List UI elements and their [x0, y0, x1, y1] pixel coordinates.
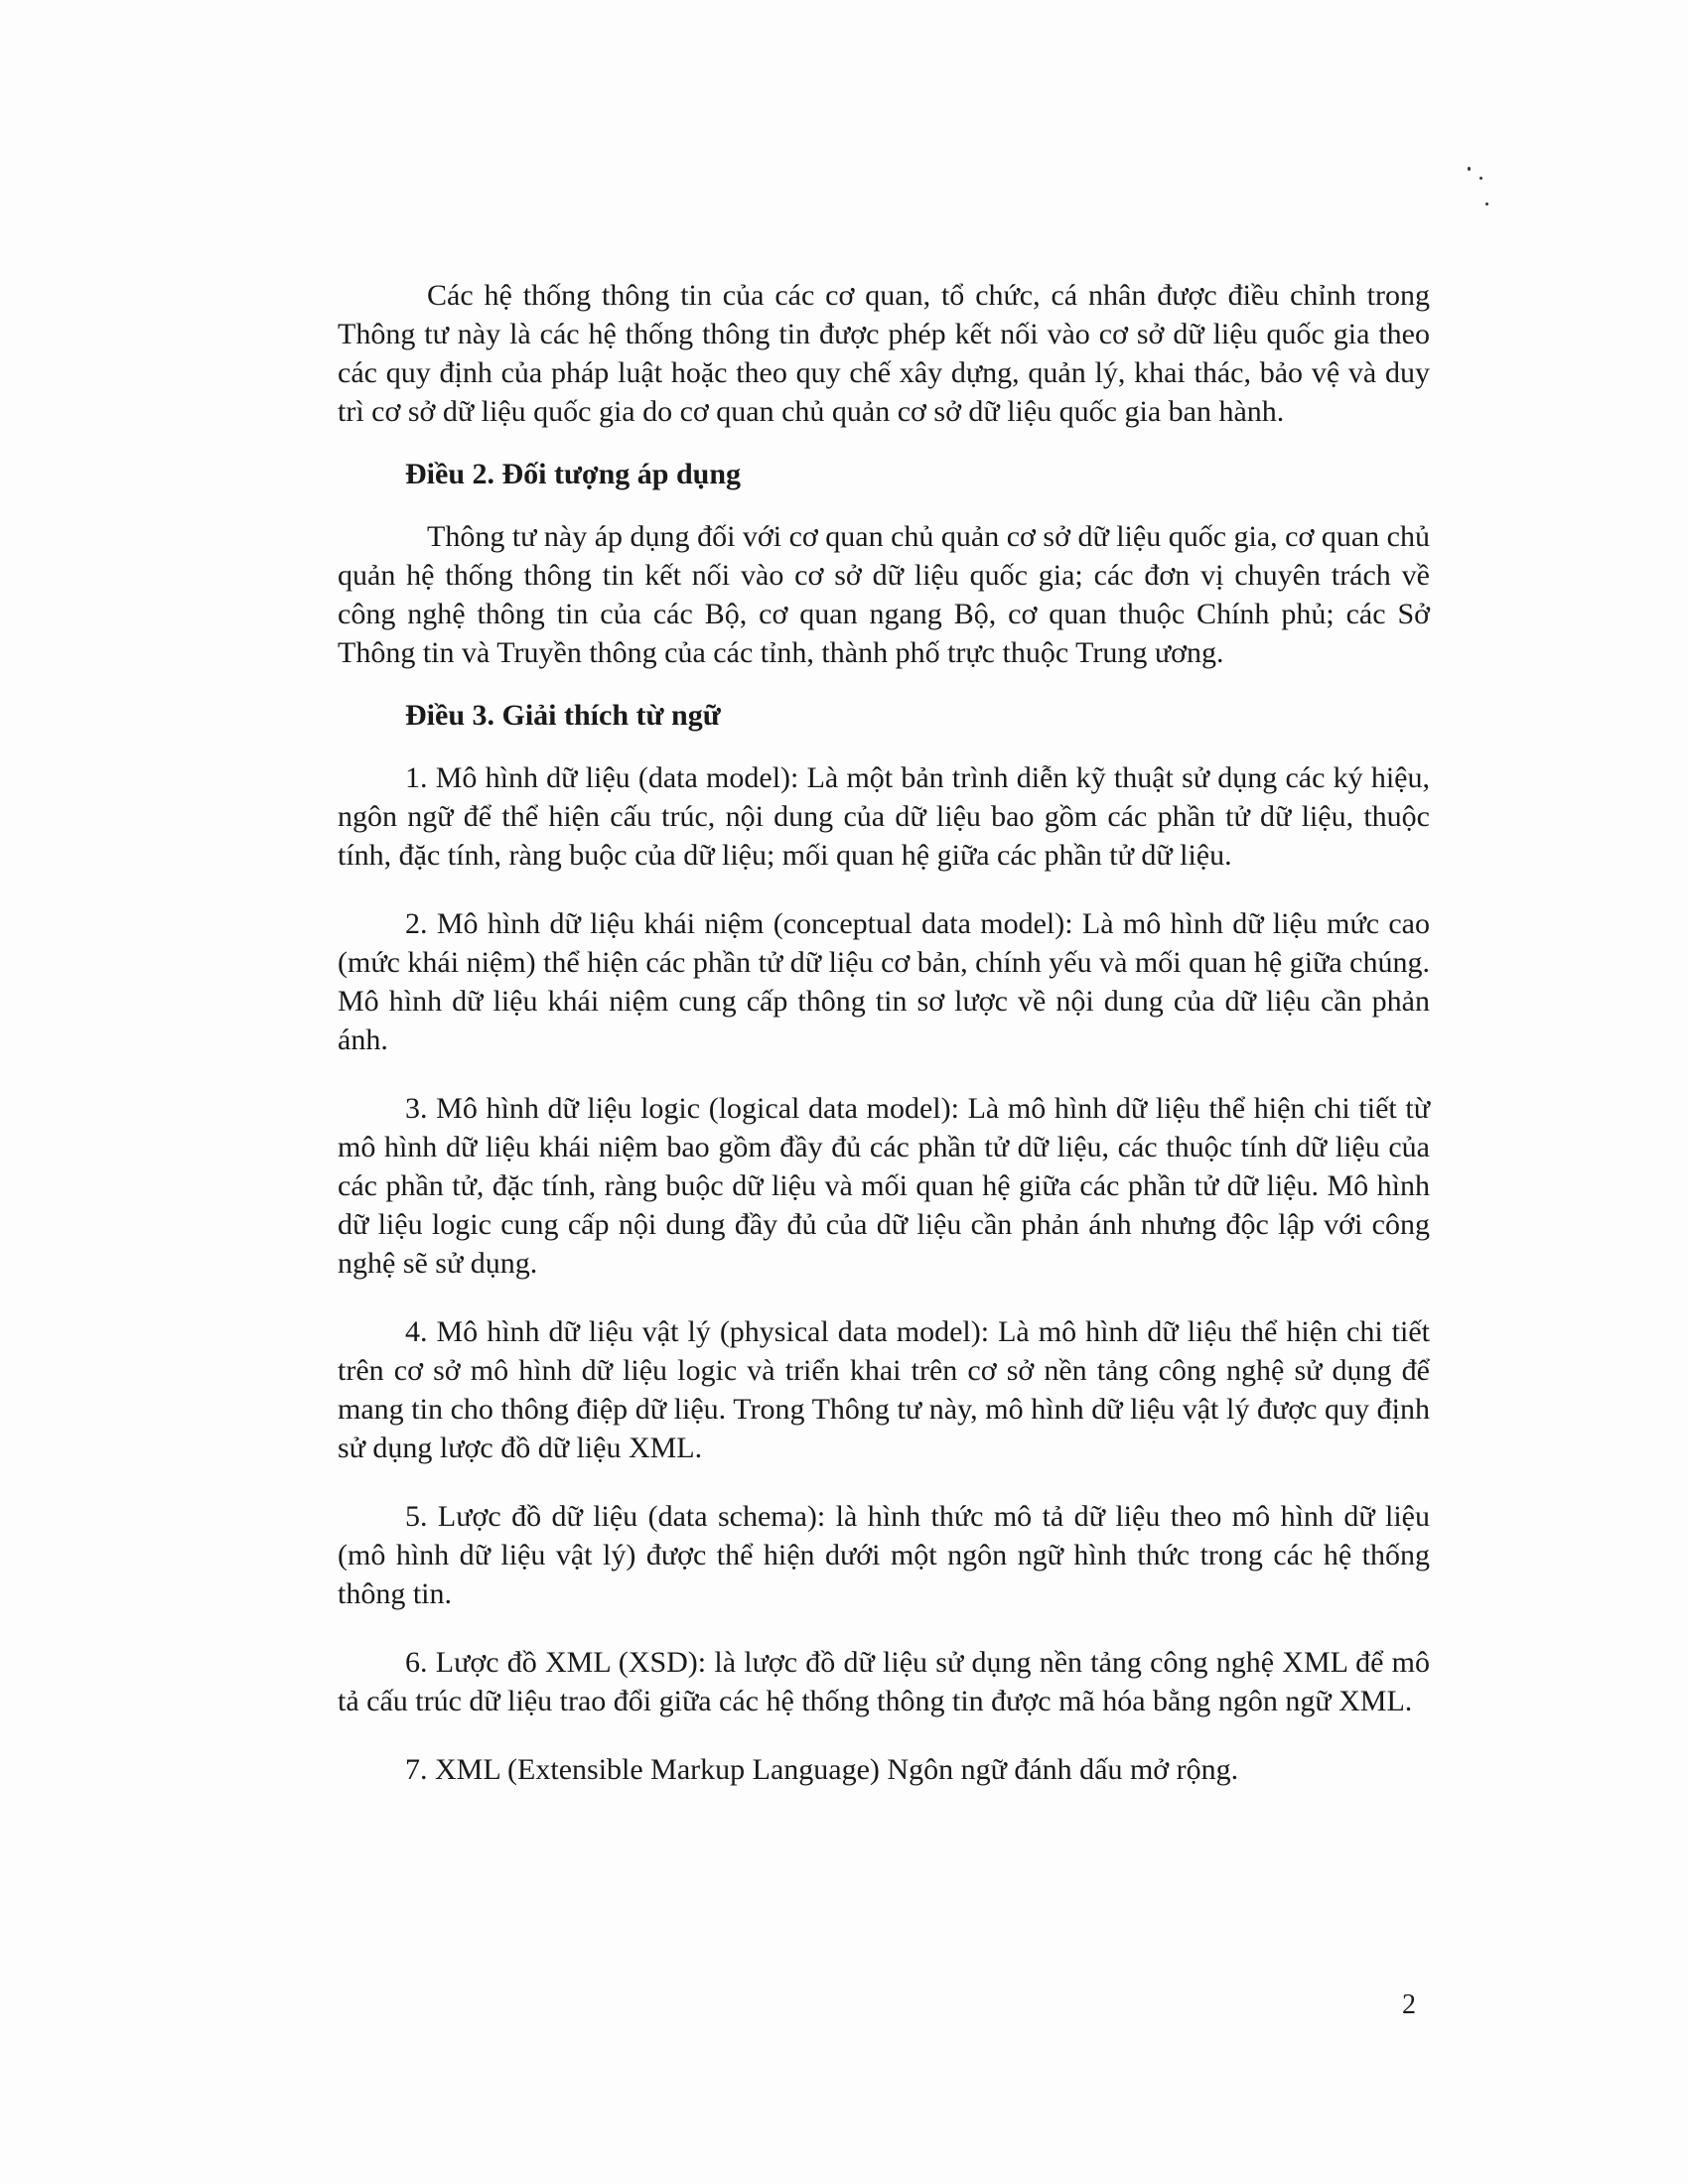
- definition-item: 4. Mô hình dữ liệu vật lý (physical data model): Là mô hình dữ liệu thể hiện chi tiết trên cơ sở mô hình dữ liệu logic và triển khai trên cơ sở nền tảng công nghệ sử dụng để mang tin cho thông điệp dữ liệu. Trong Thông tư này, mô hình dữ liệu vật lý được quy định sử dụng lược đồ dữ liệu XML.: [338, 1315, 1430, 1464]
- article-2-body: Thông tư này áp dụng đối với cơ quan chủ quản cơ sở dữ liệu quốc gia, cơ quan chủ quản hệ thống thông tin kết nối vào cơ sở dữ liệu quốc gia; các đơn vị chuyên trách về công nghệ thông tin của các Bộ, cơ quan ngang Bộ, cơ quan thuộc Chính phủ; các Sở Thông tin và Truyền thông của các tỉnh, thành phố trực thuộc Trung ương.: [338, 520, 1430, 669]
- scan-speck: [1468, 167, 1471, 171]
- definition-item: 2. Mô hình dữ liệu khái niệm (conceptual data model): Là mô hình dữ liệu mức cao (mức khái niệm) thể hiện các phần tử dữ liệu cơ bản, chính yếu và mối quan hệ giữa chúng. Mô hình dữ liệu khái niệm cung cấp thông tin sơ lược về nội dung của dữ liệu cần phản ánh.: [338, 907, 1430, 1056]
- scan-speck: [1485, 203, 1488, 205]
- definition-item: 1. Mô hình dữ liệu (data model): Là một bản trình diễn kỹ thuật sử dụng các ký hiệu, ngôn ngữ để thể hiện cấu trúc, nội dung của dữ liệu bao gồm các phần tử dữ liệu, thuộc tính, đặc tính, ràng buộc của dữ liệu; mối quan hệ giữa các phần tử dữ liệu.: [338, 761, 1430, 872]
- scan-speck: [1479, 177, 1482, 180]
- page-number: 2: [1402, 1989, 1416, 2020]
- definition-item: 5. Lược đồ dữ liệu (data schema): là hình thức mô tả dữ liệu theo mô hình dữ liệu (mô hình dữ liệu vật lý) được thể hiện dưới một ngôn ngữ hình thức trong các hệ thống thông tin.: [338, 1500, 1430, 1610]
- definition-item: 7. XML (Extensible Markup Language) Ngôn ngữ đánh dấu mở rộng.: [405, 1753, 1239, 1786]
- article-3-heading: Điều 3. Giải thích từ ngữ: [405, 699, 721, 732]
- intro-paragraph: Các hệ thống thông tin của các cơ quan, tổ chức, cá nhân được điều chỉnh trong Thông tư này là các hệ thống thông tin được phép kết nối vào cơ sở dữ liệu quốc gia theo các quy định của pháp luật hoặc theo quy chế xây dựng, quản lý, khai thác, bảo vệ và duy trì cơ sở dữ liệu quốc gia do cơ quan chủ quản cơ sở dữ liệu quốc gia ban hành.: [338, 279, 1430, 428]
- document-body: [338, 276, 1430, 1789]
- definition-item: 3. Mô hình dữ liệu logic (logical data model): Là mô hình dữ liệu thể hiện chi tiết từ mô hình dữ liệu khái niệm bao gồm đầy đủ các phần tử dữ liệu, các thuộc tính dữ liệu của các phần tử, đặc tính, ràng buộc dữ liệu và mối quan hệ giữa các phần tử dữ liệu. Mô hình dữ liệu logic cung cấp nội dung đầy đủ của dữ liệu cần phản ánh nhưng độc lập với công nghệ sẽ sử dụng.: [338, 1092, 1430, 1280]
- article-2-heading: Điều 2. Đối tượng áp dụng: [405, 458, 742, 490]
- definition-item: 6. Lược đồ XML (XSD): là lược đồ dữ liệu sử dụng nền tảng công nghệ XML để mô tả cấu trúc dữ liệu trao đổi giữa các hệ thống thông tin được mã hóa bằng ngôn ngữ XML.: [338, 1646, 1430, 1717]
